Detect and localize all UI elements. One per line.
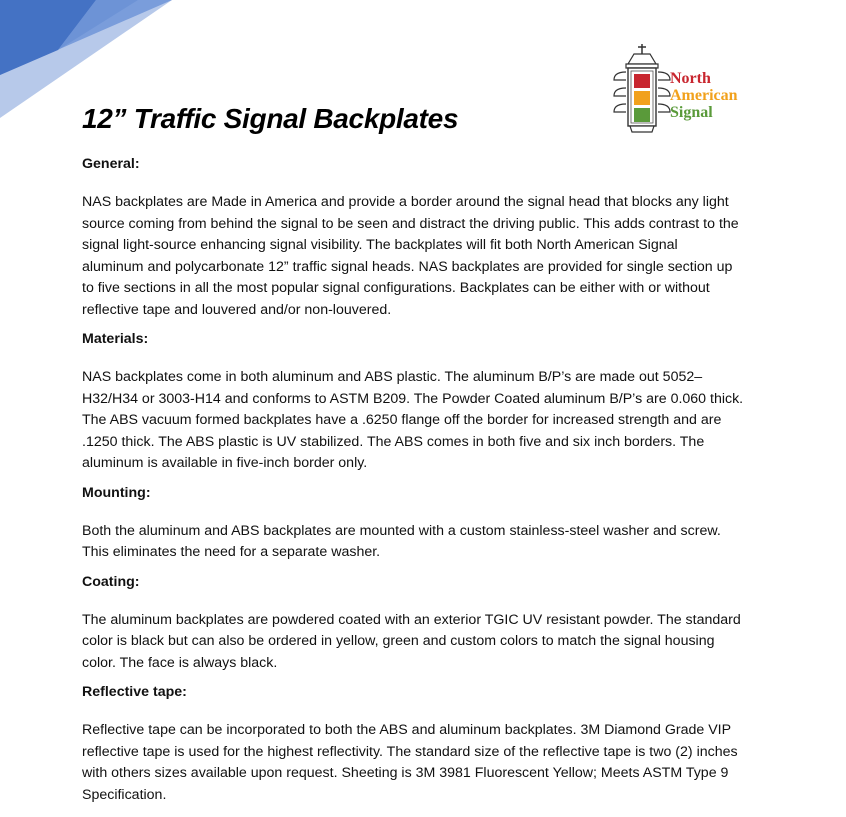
text-line: Reflective tape can be incorporated to both the ABS and aluminum backplates. 3M Diamond Grade VIP: [82, 722, 732, 738]
section-paragraph: [82, 720, 782, 806]
section-heading: Coating:: [82, 573, 140, 590]
text-line: color. The face is always black.: [82, 654, 278, 671]
text-line: The ABS vacuum formed backplates have a .6250 flange off the border for increased strength and are: [82, 412, 722, 428]
text-line: This eliminates the need for a separate washer.: [82, 544, 381, 560]
section-paragraph: [82, 192, 782, 321]
section-paragraph: [82, 367, 782, 475]
section-heading: Reflective tape:: [82, 684, 187, 700]
document-body: [82, 156, 782, 816]
text-line: aluminum and polycarbonate 12” traffic signal heads. NAS backplates are provided for single section up: [82, 258, 733, 275]
section-general: [82, 156, 782, 321]
section-heading: General:: [82, 156, 140, 172]
text-line: reflective tape is used for the highest reflectivity. The standard size of the reflective tape is two (2) inches: [82, 743, 738, 760]
corner-decoration: [0, 0, 180, 120]
section-paragraph: [82, 521, 782, 564]
company-logo: [612, 42, 762, 134]
section-paragraph: [82, 610, 782, 675]
text-line: color is black but can also be ordered in yellow, green and custom colors to match the signal housing: [82, 633, 715, 649]
text-line: The aluminum backplates are powdered coated with an exterior TGIC UV resistant powder. The standard: [82, 611, 741, 628]
text-line: H32/H34 or 3003-H14 and conforms to ASTM B209. The Powder Coated aluminum B/P’s are 0.060 thick.: [82, 390, 744, 407]
text-line: signal light-source enhancing signal visibility. The backplates will fit both North American Signal: [82, 237, 678, 253]
text-line: source coming from behind the signal to be seen and distract the driving public. This adds contrast to the: [82, 215, 739, 232]
text-line: .1250 thick. The ABS plastic is UV stabilized. The ABS comes in both five and six inch borders. The: [82, 433, 705, 450]
section-coating: [82, 574, 782, 675]
text-line: Both the aluminum and ABS backplates are mounted with a custom stainless-steel washer and screw.: [82, 522, 721, 539]
page-title: 12” Traffic Signal Backplates: [82, 103, 459, 134]
section-heading: Mounting:: [82, 484, 151, 501]
text-line: NAS backplates are Made in America and provide a border around the signal head that blocks any light: [82, 194, 729, 210]
company-name: [670, 70, 738, 121]
section-mounting: [82, 485, 782, 564]
section-reflective-tape: [82, 684, 782, 806]
logo-word-signal: Signal: [670, 104, 713, 121]
section-materials: [82, 331, 782, 475]
text-line: Specification.: [82, 786, 167, 803]
text-line: to five sections in all the most popular signal configurations. Backplates can be either with or without: [82, 280, 710, 296]
traffic-signal-icon: [612, 42, 672, 134]
text-line: aluminum is available in five-inch border only.: [82, 455, 368, 471]
text-line: NAS backplates come in both aluminum and ABS plastic. The aluminum B/P’s are made out 5052–: [82, 369, 703, 385]
logo-word-american: American: [670, 87, 738, 104]
text-line: reflective tape and louvered and/or non-louvered.: [82, 301, 392, 318]
section-heading: Materials:: [82, 331, 149, 347]
text-line: with others sizes available upon request. Sheeting is 3M 3981 Fluorescent Yellow; Meets ASTM Type 9: [82, 765, 729, 781]
logo-word-north: North: [670, 70, 711, 87]
